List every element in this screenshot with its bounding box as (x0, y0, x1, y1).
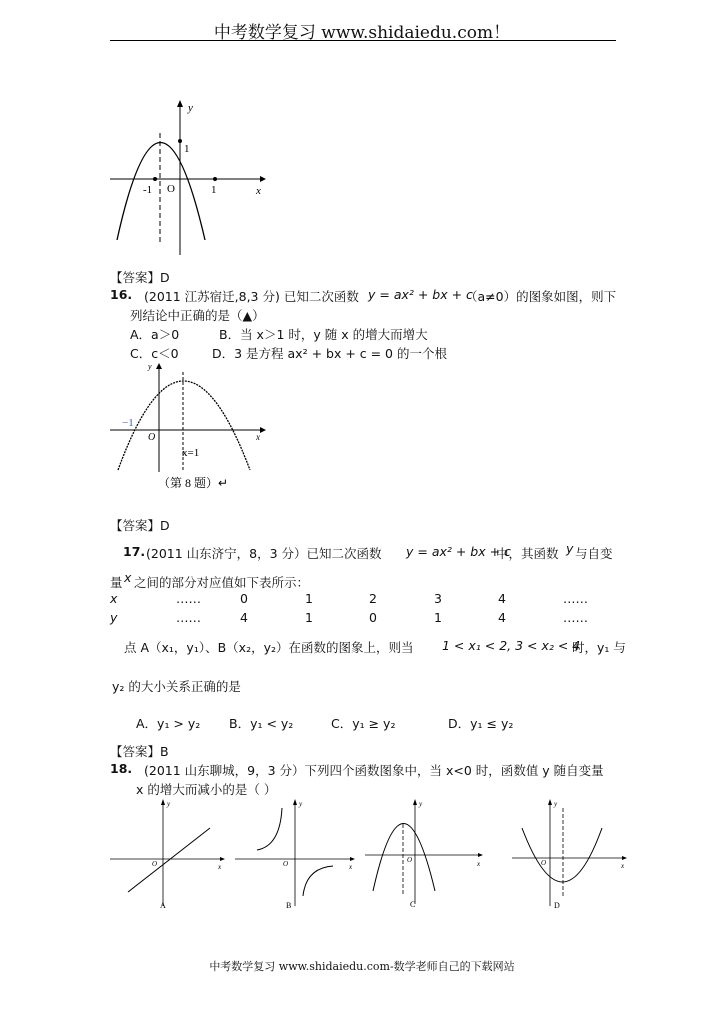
q18-number: 18. (110, 761, 133, 776)
parabola-curve (117, 143, 205, 241)
table-cell: 4 (498, 610, 506, 625)
parabola-down (373, 824, 435, 892)
q16-stem-a: (2011 江苏宿迁,8,3 分) 已知二次函数 (144, 289, 359, 304)
fig-origin-label: O (148, 432, 156, 443)
y-label: y (188, 102, 193, 114)
table-cell: 1 (305, 610, 313, 625)
q17-stem-b2: 之间的部分对应值如下表所示： (134, 575, 310, 590)
y-axis-arrow (177, 100, 183, 107)
graph-label-c: C (410, 900, 416, 909)
header-rule (110, 40, 616, 41)
q16-number: 16. (110, 287, 133, 302)
table-cell: y (110, 610, 118, 625)
parabola-up (522, 828, 602, 882)
fig-axis-label: x=1 (182, 447, 200, 459)
q17-option-d: D．y₁ ≤ y₂ (448, 716, 514, 731)
graph-c (363, 796, 488, 916)
table-cell: …… (563, 591, 588, 606)
answer-prev: 【答案】D (110, 270, 170, 285)
q17-stem-a: (2011 山东济宁，8，3 分）已知二次函数 (146, 546, 382, 561)
hyperbola-branch-upper (257, 808, 282, 850)
q16-stem-cond: （a≠0）的图象如图，则下 (465, 289, 617, 304)
svg-text:x: x (477, 860, 481, 868)
fig-x-label: x (256, 432, 260, 442)
one-x-label: 1 (211, 184, 217, 196)
x-axis-arrow (260, 427, 266, 433)
q16-option-a: A．a＞0 (130, 327, 180, 342)
figure-parabola-1 (105, 95, 270, 255)
point-y1 (178, 139, 182, 143)
q17-stem-x: x (124, 570, 132, 585)
table-cell: …… (563, 610, 588, 625)
svg-text:x: x (349, 863, 353, 871)
point-1 (213, 177, 217, 181)
q17-number: 17. (123, 544, 146, 559)
graph-b (233, 796, 358, 916)
one-y-label: 1 (184, 143, 190, 155)
q17-stem-y: y (566, 541, 574, 556)
q17-cond-b: 时，y₁ 与 (572, 640, 626, 655)
table-cell: 0 (369, 610, 377, 625)
table-cell: …… (176, 591, 201, 606)
svg-text:x: x (621, 862, 625, 870)
q17-option-a: A．y₁ > y₂ (136, 716, 201, 731)
q17-stem-a2: 中，其函数 (496, 546, 559, 561)
table-cell: 4 (240, 610, 248, 625)
q17-stem-b: 量 (110, 575, 123, 590)
table-cell: 2 (369, 591, 377, 606)
point-neg1 (153, 177, 157, 181)
q17-stem-expr: y = ax² + bx + c (406, 544, 511, 559)
q16-option-d: D．3 是方程 ax² + bx + c = 0 的一个根 (212, 346, 447, 361)
graph-label-b: B (286, 901, 292, 910)
table-cell: …… (176, 610, 201, 625)
svg-text:O: O (152, 860, 158, 868)
q16-stem-expr: y = ax² + bx + c (368, 287, 473, 302)
table-cell: 1 (305, 591, 313, 606)
figure-parabola-q16 (108, 360, 273, 495)
graph-a (108, 796, 228, 916)
table-cell: 1 (434, 610, 442, 625)
table-cell: 4 (498, 591, 506, 606)
q18-stem-b: x 的增大而减小的是（ ） (136, 782, 277, 797)
svg-text:y: y (167, 800, 171, 808)
svg-text:y: y (554, 800, 558, 808)
page-header: 中考数学复习 www.shidaiedu.com！ (213, 23, 511, 43)
graph-d (510, 796, 630, 916)
q17-cond-a: 点 A（x₁，y₁）、B（x₂，y₂）在函数的图象上，则当 (124, 640, 414, 655)
fig-y-label: y (148, 362, 152, 371)
q17-option-c: C．y₁ ≥ y₂ (331, 716, 396, 731)
page-footer: 中考数学复习 www.shidaiedu.com-数学老师自己的下载网站 (209, 960, 515, 973)
q17-answer: 【答案】B (110, 744, 169, 759)
table-cell: x (110, 591, 118, 606)
svg-text:y: y (419, 800, 423, 808)
q17-stem-a3: 与自变 (575, 546, 613, 561)
q16-answer: 【答案】D (110, 518, 170, 533)
fig-neg1-label: −1 (122, 417, 134, 429)
graph-label-d: D (554, 901, 560, 910)
table-cell: 0 (240, 591, 248, 606)
origin-label: O (167, 183, 175, 195)
svg-text:O: O (283, 860, 289, 868)
x-axis-arrow (260, 176, 266, 182)
q18-stem-a: (2011 山东聊城，9，3 分）下列四个函数图象中，当 x<0 时，函数值 y 随自变量 (144, 763, 604, 778)
table-cell: 3 (434, 591, 442, 606)
fig-caption: （第 8 题）↵ (158, 476, 229, 490)
x-label: x (256, 185, 261, 197)
q16-stem-b: 列结论中正确的是（▲） (130, 308, 265, 323)
hyperbola-branch-lower (303, 866, 333, 896)
linear-line (128, 828, 210, 892)
neg-one-label: -1 (143, 184, 153, 196)
q17-cond-c: y₂ 的大小关系正确的是 (112, 679, 241, 694)
q16-option-c: C．c＜0 (130, 346, 179, 361)
graph-label-a: A (160, 901, 166, 910)
q17-cond-expr: 1 < x₁ < 2, 3 < x₂ < 4 (442, 638, 581, 653)
svg-text:x: x (218, 863, 222, 871)
q17-option-b: B．y₁ < y₂ (229, 716, 294, 731)
y-axis-arrow (156, 363, 162, 369)
svg-text:y: y (299, 800, 303, 808)
svg-text:O: O (541, 859, 547, 867)
svg-text:O: O (407, 856, 413, 864)
q16-option-b: B．当 x＞1 时，y 随 x 的增大而增大 (219, 327, 428, 342)
